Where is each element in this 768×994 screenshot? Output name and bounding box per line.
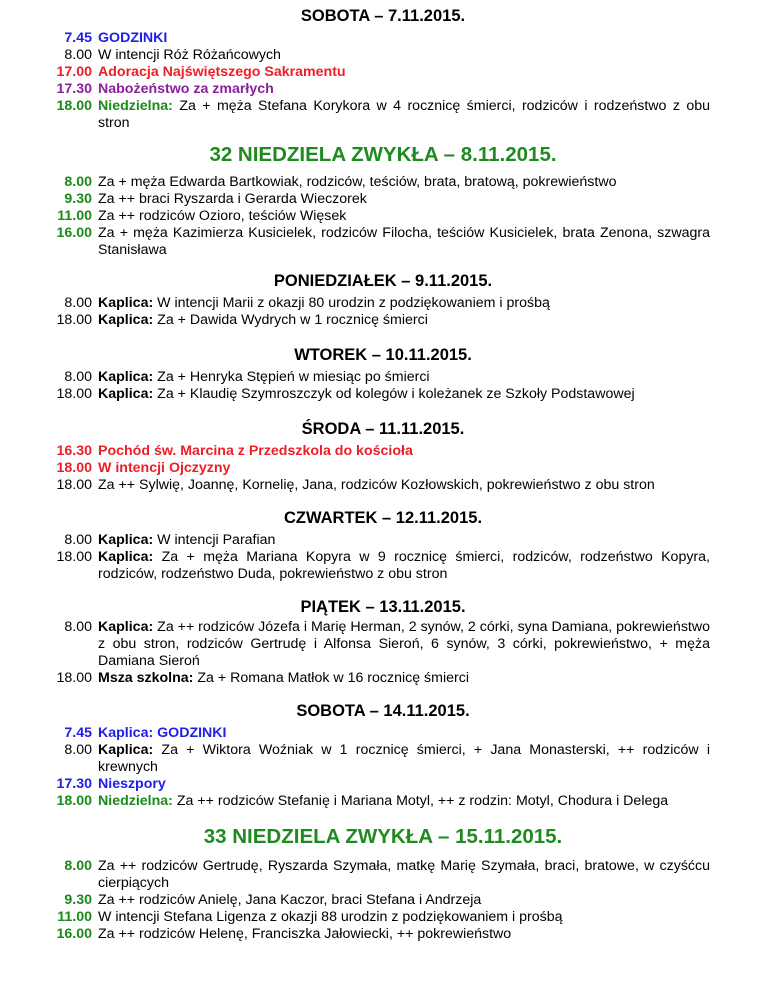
mass-label: Niedzielna:	[98, 793, 173, 809]
mass-label: Kaplica:	[98, 312, 154, 328]
mass-intention: Za + Dawida Wydrych w 1 rocznicę śmierci	[157, 312, 428, 328]
day-block-fri-13	[0, 619, 768, 687]
mass-intention: W intencji Parafian	[157, 532, 276, 548]
mass-time: 7.45	[64, 30, 92, 46]
mass-time: 11.00	[57, 909, 92, 925]
mass-intention: W intencji Ojczyzny	[98, 460, 231, 476]
mass-label: Kaplica:	[98, 369, 154, 385]
mass-row	[0, 386, 768, 403]
day-header-sat-7: SOBOTA – 7.11.2015.	[300, 7, 466, 25]
mass-time: 17.30	[56, 776, 92, 792]
mass-time: 16.00	[56, 225, 92, 241]
mass-row	[0, 793, 768, 810]
mass-time: 18.00	[56, 670, 92, 686]
mass-time: 18.00	[56, 312, 92, 328]
mass-time: 8.00	[64, 532, 92, 548]
mass-time: 17.30	[56, 81, 92, 97]
mass-time: 16.30	[56, 443, 92, 459]
mass-row	[0, 98, 768, 132]
mass-time: 18.00	[56, 477, 92, 493]
mass-time: 8.00	[64, 47, 92, 63]
mass-time: 8.00	[64, 369, 92, 385]
mass-row	[0, 443, 768, 460]
mass-intention: W intencji Stefana Ligenza z okazji 88 urodzin z podziękowaniem i prośbą	[98, 909, 563, 925]
mass-time: 16.00	[56, 926, 92, 942]
mass-label: Adoracja Najświętszego Sakramentu	[98, 64, 346, 80]
mass-row	[0, 225, 768, 259]
mass-row	[0, 47, 768, 64]
mass-row	[0, 295, 768, 312]
mass-intention: Za ++ rodziców Anielę, Jana Kaczor, braci Stefana i Andrzeja	[98, 892, 482, 908]
mass-time: 18.00	[56, 549, 92, 565]
day-header-mon-9: PONIEDZIAŁEK – 9.11.2015.	[273, 272, 493, 290]
mass-intention: Za + męża Mariana Kopyra w 9 rocznicę śmierci, rodziców, rodzeństwo Kopyra, rodziców, rodzeństwo Duda, pokrewieństwo z obu stron	[98, 549, 710, 582]
mass-intention: W intencji Marii z okazji 80 urodzin z podziękowaniem i prośbą	[157, 295, 550, 311]
day-header-wed-11: ŚRODA – 11.11.2015.	[301, 420, 465, 438]
day-header-tue-10: WTOREK – 10.11.2015.	[294, 346, 472, 364]
mass-row	[0, 312, 768, 329]
mass-label: Kaplica:	[98, 532, 154, 548]
mass-intention: Pochód św. Marcina z Przedszkola do kościoła	[98, 443, 413, 459]
mass-row	[0, 858, 768, 892]
mass-time: 17.00	[56, 64, 92, 80]
mass-time: 8.00	[64, 174, 92, 190]
day-header-sat-14: SOBOTA – 14.11.2015.	[296, 702, 470, 720]
day-header-sun-8: 32 NIEDZIELA ZWYKŁA – 8.11.2015.	[209, 143, 557, 166]
mass-row	[0, 892, 768, 909]
mass-label: Nabożeństwo za zmarłych	[98, 81, 274, 97]
mass-row	[0, 532, 768, 549]
mass-row	[0, 742, 768, 776]
mass-time: 8.00	[64, 295, 92, 311]
day-header-fri-13: PIĄTEK – 13.11.2015.	[300, 598, 466, 616]
mass-time: 9.30	[64, 892, 92, 908]
mass-intention: Za + Henryka Stępień w miesiąc po śmierci	[157, 369, 430, 385]
day-block-sun-8	[0, 174, 768, 259]
mass-intention: Za ++ braci Ryszarda i Gerarda Wieczorek	[98, 191, 367, 207]
mass-row	[0, 460, 768, 477]
mass-label: Msza szkolna:	[98, 670, 194, 686]
mass-row	[0, 191, 768, 208]
mass-intention: Kaplica: GODZINKI	[98, 725, 227, 741]
mass-time: 9.30	[64, 191, 92, 207]
mass-time: 8.00	[64, 858, 92, 874]
mass-intention: Za ++ rodziców Gertrudę, Ryszarda Szymała, matkę Marię Szymała, braci, bratowe, w czyśćcu cierpiących	[98, 858, 710, 891]
mass-intention: Nieszpory	[98, 776, 166, 792]
day-header-sun-15: 33 NIEDZIELA ZWYKŁA – 15.11.2015.	[203, 825, 563, 848]
mass-label: Kaplica:	[98, 619, 154, 635]
mass-intention: W intencji Róż Różańcowych	[98, 47, 281, 63]
mass-time: 11.00	[57, 208, 92, 224]
day-block-sat-14	[0, 725, 768, 810]
mass-intention: Za ++ Sylwię, Joannę, Kornelię, Jana, rodziców Kozłowskich, pokrewieństwo z obu stron	[98, 477, 655, 493]
mass-row	[0, 174, 768, 191]
mass-intention: Za + Wiktora Woźniak w 1 rocznicę śmierci, + Jana Monasterski, ++ rodziców i krewnych	[98, 742, 710, 775]
day-block-thu-12	[0, 532, 768, 583]
mass-row	[0, 776, 768, 793]
mass-intention: Za ++ rodziców Helenę, Franciszka Jałowiecki, ++ pokrewieństwo	[98, 926, 512, 942]
mass-time: 18.00	[56, 460, 92, 476]
mass-intention: Za + Romana Matłok w 16 rocznicę śmierci	[197, 670, 469, 686]
mass-time: 7.45	[64, 725, 92, 741]
mass-row	[0, 81, 768, 98]
mass-row	[0, 477, 768, 494]
mass-row	[0, 926, 768, 943]
mass-label: Kaplica:	[98, 386, 154, 402]
mass-row	[0, 619, 768, 670]
day-block-sun-15	[0, 858, 768, 943]
mass-label: Kaplica:	[98, 549, 154, 565]
mass-label: Kaplica:	[98, 295, 154, 311]
mass-label: GODZINKI	[98, 30, 168, 46]
mass-intention: Za + męża Kazimierza Kusicielek, rodziców Filocha, teściów Kusicielek, brata Zenona, szwagra Stanisława	[98, 225, 710, 258]
mass-time: 8.00	[64, 619, 92, 635]
mass-row	[0, 549, 768, 583]
day-block-wed-11	[0, 443, 768, 494]
day-header-thu-12: CZWARTEK – 12.11.2015.	[283, 509, 483, 527]
mass-intention: Za + męża Edwarda Bartkowiak, rodziców, teściów, brata, bratową, pokrewieństwo	[98, 174, 617, 190]
mass-intention: Za + męża Stefana Korykora w 4 rocznicę śmierci, rodziców i rodzeństwo z obu stron	[98, 98, 710, 131]
mass-row	[0, 369, 768, 386]
mass-row	[0, 725, 768, 742]
mass-time: 8.00	[64, 742, 92, 758]
mass-intention: Za ++ rodziców Stefanię i Mariana Motyl, ++ z rodzin: Motyl, Chodura i Delega	[176, 793, 669, 809]
mass-row	[0, 208, 768, 225]
day-block-tue-10	[0, 369, 768, 403]
mass-time: 18.00	[56, 793, 92, 809]
mass-time: 18.00	[56, 98, 92, 114]
day-block-sat-7	[0, 30, 768, 132]
mass-intention: Za ++ rodziców Ozioro, teściów Więsek	[98, 208, 347, 224]
mass-row	[0, 909, 768, 926]
mass-row	[0, 670, 768, 687]
day-block-mon-9	[0, 295, 768, 329]
mass-row	[0, 64, 768, 81]
mass-label: Kaplica:	[98, 742, 154, 758]
mass-intention: Za + Klaudię Szymroszczyk od kolegów i koleżanek ze Szkoły Podstawowej	[157, 386, 635, 402]
mass-intention: Za ++ rodziców Józefa i Marię Herman, 2 synów, 2 córki, syna Damiana, pokrewieństwo z obu stron, rodziców Gertrudę i Alfonsa Sieroń, 6 synów, 3 córki, pokrewieństwo, + męża Damiana Sieroń	[98, 619, 710, 669]
mass-row	[0, 30, 768, 47]
mass-label: Niedzielna:	[98, 98, 173, 114]
mass-time: 18.00	[56, 386, 92, 402]
